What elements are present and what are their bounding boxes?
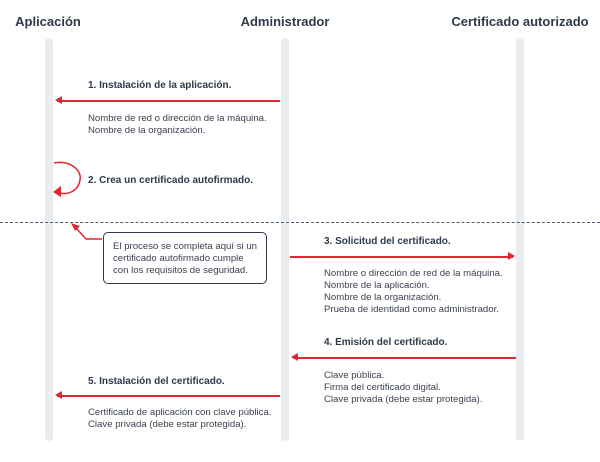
note-line: certificado autofirmado cumple [113,253,244,264]
step-2-title: 2. Crea un certificado autofirmado. [88,175,254,186]
step-5-arrow [57,395,280,397]
step-3-detail: Nombre de la aplicación. [324,280,430,291]
step-3-title: 3. Solicitud del certificado. [324,236,451,247]
actor-aplicacion: Aplicación [15,14,81,29]
completion-divider [0,222,600,223]
step-4-title: 4. Emisión del certificado. [324,337,448,348]
step-4-details [324,370,482,406]
step-4-detail: Clave privada (debe estar protegida). [324,394,483,405]
step-1-detail: Nombre de red o dirección de la máquina. [88,113,267,124]
note-line: con los requisitos de seguridad. [113,265,248,276]
step-3-arrow [290,256,513,258]
step-4-arrow [293,357,516,359]
step-3-detail: Nombre de la organización. [324,292,442,303]
actor-administrador: Administrador [240,14,330,29]
step-5-detail: Certificado de aplicación con clave pública. [88,407,272,418]
self-signed-note [103,232,267,284]
step-3-detail: Prueba de identidad como administrador. [324,304,499,315]
step-1-detail: Nombre de la organización. [88,125,206,136]
step-3-detail: Nombre o dirección de red de la máquina. [324,268,503,279]
step-4-detail: Firma del certificado digital. [324,382,441,393]
actor-certificado-autorizado: Certificado autorizado [451,14,589,29]
step-5-details [88,407,271,431]
step-5-title: 5. Instalación del certificado. [88,376,225,387]
note-line: El proceso se completa aquí si un [113,241,257,252]
step-5-detail: Clave privada (debe estar protegida). [88,419,247,430]
step-1-title: 1. Instalación de la aplicación. [88,80,232,91]
step-4-detail: Clave pública. [324,370,385,381]
step-3-details [324,268,503,316]
